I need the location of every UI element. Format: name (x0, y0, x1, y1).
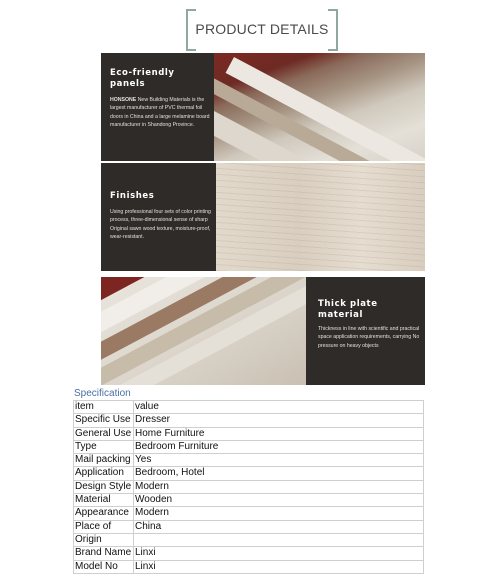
specification-title: Specification (74, 388, 131, 399)
spec-key: Application (74, 467, 134, 480)
table-row (74, 401, 424, 414)
finishes-banner (101, 163, 425, 271)
table-row (74, 494, 424, 507)
spec-key: Model No (74, 560, 134, 573)
spec-key: Material (74, 494, 134, 507)
spec-key: General Use (74, 427, 134, 440)
page-title: PRODUCT DETAILS (195, 21, 329, 37)
spec-key: item (74, 401, 134, 414)
spec-value: Bedroom Furniture (134, 440, 424, 453)
brand-name: HONSONE (110, 97, 137, 103)
eco-friendly-panel-banner (101, 53, 425, 161)
description-text: New Building Materials is the largest manufacturer of PVC thermal foil doors in China and a large melamine board manufacturer in Shandong Province. (110, 97, 210, 129)
table-row (74, 560, 424, 573)
banner-text-block (101, 163, 216, 271)
banner-heading (318, 299, 418, 321)
stacked-boards-photo (101, 277, 306, 385)
banner-description: Thickness in line with scientific and practical space application requirements, carrying No pressure on heavy objects (318, 326, 420, 349)
product-details-header (186, 9, 338, 49)
heading-line-2: material (318, 310, 363, 320)
spec-value: value (134, 401, 424, 414)
spec-value: Wooden (134, 494, 424, 507)
banner-heading (110, 68, 210, 90)
spec-value: Home Furniture (134, 427, 424, 440)
banner-description: Using professional four sets of color printing process, three-dimensional sense of sharp Original sawn wood texture, moisture-proof, wear-resistant. (110, 209, 211, 241)
spec-value (134, 533, 424, 546)
table-row (74, 414, 424, 427)
thick-plate-banner (101, 277, 425, 385)
heading-line-2: panels (110, 79, 146, 89)
table-row (74, 507, 424, 520)
specification-table (73, 400, 424, 574)
banner-description (110, 96, 210, 130)
spec-value: Linxi (134, 560, 424, 573)
banner-heading: Finishes (110, 191, 155, 201)
spec-key: Origin (74, 533, 134, 546)
table-row (74, 427, 424, 440)
spec-value: Linxi (134, 547, 424, 560)
spec-value: Dresser (134, 414, 424, 427)
spec-key: Place of (74, 520, 134, 533)
heading-line-1: Thick plate (318, 299, 378, 309)
spec-key: Appearance (74, 507, 134, 520)
spec-value: Yes (134, 454, 424, 467)
table-row (74, 454, 424, 467)
spec-value: China (134, 520, 424, 533)
wood-grain-photo (216, 163, 425, 271)
heading-line-1: Eco-friendly (110, 68, 175, 78)
spec-key: Specific Use (74, 414, 134, 427)
spec-key: Brand Name (74, 547, 134, 560)
table-row (74, 547, 424, 560)
spec-value: Bedroom, Hotel (134, 467, 424, 480)
spec-key: Design Style (74, 480, 134, 493)
table-row (74, 520, 424, 533)
spec-key: Type (74, 440, 134, 453)
table-row (74, 440, 424, 453)
spec-key: Mail packing (74, 454, 134, 467)
wood-panels-photo (214, 53, 425, 161)
table-row (74, 467, 424, 480)
banner-text-block (101, 53, 214, 161)
table-row (74, 533, 424, 546)
spec-value: Modern (134, 507, 424, 520)
spec-value: Modern (134, 480, 424, 493)
banner-text-block (306, 277, 425, 385)
table-row (74, 480, 424, 493)
